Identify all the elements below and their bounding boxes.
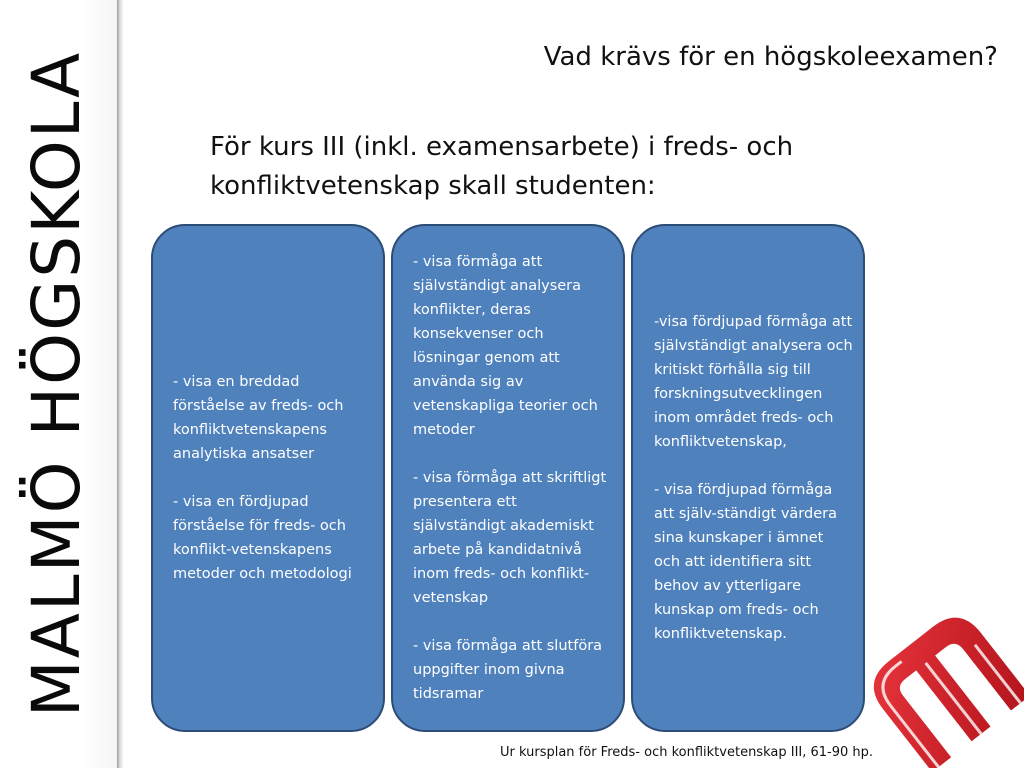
sidebar-divider — [117, 0, 124, 768]
university-logo-text: MALMÖ HÖGSKOLA — [18, 50, 95, 718]
slide-subtitle: För kurs III (inkl. examensarbete) i freds- och konfliktvetenskap skall studenten: — [210, 132, 794, 201]
objective-item: - visa en fördjupad förståelse för freds- och konflikt-vetenskapens metoder och metodologi — [173, 494, 352, 582]
slide-title: Vad krävs för en högskoleexamen? — [543, 42, 998, 72]
objective-box-2 — [391, 224, 625, 732]
objective-item: -visa fördjupad förmåga att självständigt analysera och kritiskt förhålla sig till forskningsutvecklingen inom området freds- och konfliktvetenskap, — [654, 314, 853, 450]
source-footnote: Ur kursplan för Freds- och konfliktvetenskap III, 61-90 hp. — [500, 745, 874, 760]
objective-box-3 — [631, 224, 865, 732]
objective-item: - visa en breddad förståelse av freds- och konfliktvetenskapens analytiska ansatser — [173, 374, 344, 462]
objective-item: - visa fördjupad förmåga att själv-ständigt värdera sina kunskaper i ämnet och att identifiera sitt behov av ytterligare kunskap om freds- och konfliktvetenskap. — [654, 482, 837, 642]
objective-item: - visa förmåga att skriftligt presentera ett självständigt akademiskt arbete på kandidatnivå inom freds- och konflikt-vetenskap — [413, 470, 607, 606]
malmo-hogskola-emblem-icon — [862, 598, 1024, 768]
objective-item: - visa förmåga att självständigt analysera konflikter, deras konsekvenser och lösningar genom att använda sig av vetenskapliga teorier och metoder — [413, 254, 598, 438]
objective-box-1 — [151, 224, 385, 732]
objective-item: - visa förmåga att slutföra uppgifter inom givna tidsramar — [413, 638, 603, 702]
